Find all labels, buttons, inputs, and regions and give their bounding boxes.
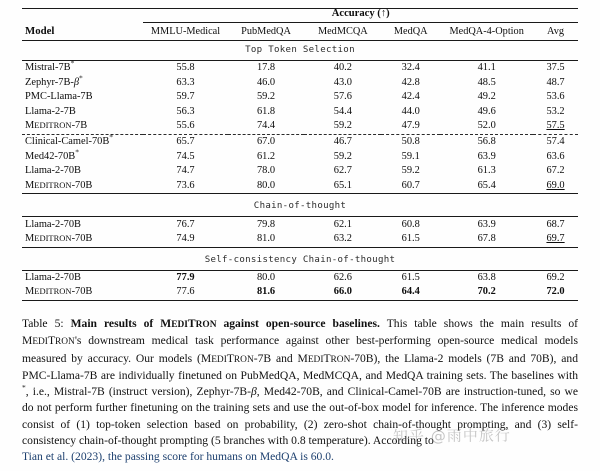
metric-cell: 52.0 (477, 120, 496, 132)
table-row (22, 150, 578, 165)
metric-cell: 32.4 (401, 62, 420, 74)
table-row (22, 271, 578, 286)
section-label-row (22, 197, 578, 217)
metric-cell: 69.0 (546, 179, 565, 191)
metric-cell: 59.2 (333, 150, 352, 162)
metric-cell: 64.4 (401, 286, 420, 298)
group-header-row (22, 9, 578, 22)
metric-cell: 44.0 (401, 105, 420, 117)
metric-cell: 81.6 (256, 286, 276, 298)
model-name-cell: Med42-70B* (25, 147, 79, 162)
metric-cell: 69.7 (546, 233, 565, 245)
model-name-cell: Zephyr-7B-β* (25, 73, 83, 88)
metric-cell: 56.3 (176, 105, 195, 117)
table-row (22, 285, 578, 300)
metric-cell: 77.9 (176, 271, 195, 283)
metric-cell: 72.0 (546, 286, 565, 298)
metric-cell: 48.7 (546, 76, 565, 88)
metric-cell: 49.2 (477, 91, 496, 103)
section-label: Chain-of-thought (253, 201, 347, 212)
results-table (22, 8, 578, 301)
metric-cell: 66.0 (333, 286, 352, 298)
metric-cell: 74.4 (256, 120, 276, 132)
metric-cell: 57.6 (333, 91, 352, 103)
metric-cell: 57.4 (546, 136, 565, 148)
table-row (22, 135, 578, 150)
metric-cell: 49.6 (477, 105, 496, 117)
metric-cell: 59.1 (401, 150, 420, 162)
table-row (22, 105, 578, 120)
metric-cell: 65.1 (333, 179, 352, 191)
metric-cell: 55.8 (176, 62, 195, 74)
section-label: Top Token Selection (245, 44, 355, 55)
table-row (22, 61, 578, 76)
model-name-cell: Mistral-7B* (25, 58, 75, 74)
model-name-cell: MEDITRON-70B (25, 286, 93, 298)
metric-cell: 61.2 (256, 150, 276, 162)
table-rule (22, 300, 578, 301)
metric-cell: 63.6 (546, 150, 565, 162)
metric-cell: 67.0 (256, 136, 276, 148)
metric-cell: 46.7 (333, 136, 352, 148)
metric-cell: 59.7 (176, 91, 195, 103)
metric-cell: 56.8 (477, 136, 496, 148)
caption-bold-title: Main results of MEDITRON against open-source baselines. (70, 317, 380, 330)
table-row (22, 164, 578, 179)
column-header-row (22, 23, 578, 41)
metric-cell: 77.6 (176, 286, 195, 298)
model-name-cell: MEDITRON-7B (25, 120, 88, 132)
metric-cell: 46.0 (256, 76, 276, 88)
table-row (22, 90, 578, 105)
caption-last-line: Tian et al. (2023), the passing score for humans on MedQA is 60.0. (22, 450, 334, 464)
metric-cell: 62.1 (333, 218, 352, 230)
metric-cell: 43.0 (333, 76, 352, 88)
metric-cell: 65.4 (477, 179, 496, 191)
metric-cell: 41.1 (477, 62, 496, 74)
metric-cell: 74.5 (176, 150, 195, 162)
section-label-row (22, 41, 578, 61)
metric-cell: 42.4 (401, 91, 420, 103)
metric-cell: 70.2 (477, 286, 496, 298)
table-rule-row (22, 300, 578, 301)
metric-cell: 59.2 (333, 120, 352, 132)
column-header: MedQA (393, 25, 428, 37)
table-caption (22, 316, 578, 466)
metric-cell: 79.8 (256, 218, 276, 230)
metric-cell: 61.5 (401, 271, 420, 283)
metric-cell: 62.6 (333, 271, 352, 283)
table-row (22, 76, 578, 91)
metric-cell: 17.8 (256, 62, 276, 74)
results-table-container (22, 8, 578, 301)
metric-cell: 54.4 (333, 105, 352, 117)
model-name-cell: Llama-2-70B (25, 165, 81, 177)
metric-cell: 40.2 (333, 62, 352, 74)
column-header-model: Model (25, 24, 55, 37)
accuracy-group-label: Accuracy (↑) (331, 8, 390, 19)
caption-body: This table shows the main results of MEDITRON's downstream medical task performance against other best-performing open-source medical models measured by accuracy. Our models (MEDITRON-7B and MEDITRON-70B), the Llama-2 models (7B and 70B), and PMC-Llama-7B are individually finetuned on PubMedQA, MedMCQA, and MedQA training sets. The baselines with *, i.e., Mistral-7B (instruct version), Zephyr-7B-β, Med42-70B, and Clinical-Camel-70B are instruction-tuned, so we do not perform further finetuning on the training sets and use the out-of-box model for inference. The inference modes consist of (1) top-token selection based on probability, (2) zero-shot chain-of-thought prompting, and (3) self-consistency chain-of-thought prompting (5 branches with 0.8 temperature). According to (22, 317, 579, 448)
metric-cell: 80.0 (256, 179, 276, 191)
model-name-cell: Llama-2-70B (25, 218, 81, 230)
metric-cell: 50.8 (401, 136, 420, 148)
table-row (22, 217, 578, 232)
section-label: Self-consistency Chain-of-thought (204, 254, 396, 265)
metric-cell: 68.7 (546, 218, 565, 230)
metric-cell: 61.5 (401, 233, 420, 245)
metric-cell: 67.2 (546, 165, 565, 177)
metric-cell: 69.2 (546, 271, 565, 283)
metric-cell: 78.0 (256, 165, 276, 177)
column-header: PubMedQA (241, 25, 291, 37)
metric-cell: 63.3 (176, 76, 195, 88)
metric-cell: 37.5 (546, 62, 565, 74)
metric-cell: 73.6 (176, 179, 195, 191)
watermark-text: 知乎 @雨中旅行 (392, 426, 511, 446)
table-row (22, 232, 578, 247)
caption-label: Table 5: (22, 317, 64, 330)
section-label-row (22, 251, 578, 271)
metric-cell: 74.9 (176, 233, 195, 245)
column-header: MMLU-Medical (150, 25, 221, 37)
table-row (22, 179, 578, 194)
metric-cell: 55.6 (176, 120, 195, 132)
metric-cell: 60.8 (401, 218, 420, 230)
metric-cell: 48.5 (477, 76, 496, 88)
metric-cell: 60.7 (401, 179, 420, 191)
metric-cell: 67.8 (477, 233, 496, 245)
metric-cell: 81.0 (256, 233, 276, 245)
metric-cell: 63.8 (477, 271, 496, 283)
metric-cell: 63.9 (477, 150, 496, 162)
model-name-cell: MEDITRON-70B (25, 233, 93, 245)
metric-cell: 74.7 (176, 165, 195, 177)
metric-cell: 80.0 (256, 271, 276, 283)
metric-cell: 63.9 (477, 218, 496, 230)
metric-cell: 42.8 (401, 76, 420, 88)
table-row (22, 119, 578, 134)
metric-cell: 53.2 (546, 105, 565, 117)
metric-cell: 62.7 (333, 165, 352, 177)
model-name-cell: PMC-Llama-7B (25, 91, 93, 103)
metric-cell: 65.7 (176, 136, 195, 148)
metric-cell: 59.2 (401, 165, 420, 177)
model-name-cell: Clinical-Camel-70B* (25, 132, 114, 148)
column-header: MedQA-4-Option (449, 25, 524, 37)
column-header: Avg (547, 25, 565, 37)
group-header-spacer (22, 9, 143, 22)
metric-cell: 47.9 (401, 120, 420, 132)
model-name-cell: Llama-2-70B (25, 271, 81, 283)
metric-cell: 76.7 (176, 218, 195, 230)
model-name-cell: MEDITRON-70B (25, 179, 93, 191)
metric-cell: 53.6 (546, 91, 565, 103)
metric-cell: 63.2 (333, 233, 352, 245)
metric-cell: 57.5 (546, 120, 565, 132)
metric-cell: 61.3 (477, 165, 496, 177)
model-name-cell: Llama-2-7B (25, 105, 76, 117)
metric-cell: 61.8 (256, 105, 276, 117)
metric-cell: 59.2 (256, 91, 276, 103)
column-header: MedMCQA (317, 25, 368, 37)
